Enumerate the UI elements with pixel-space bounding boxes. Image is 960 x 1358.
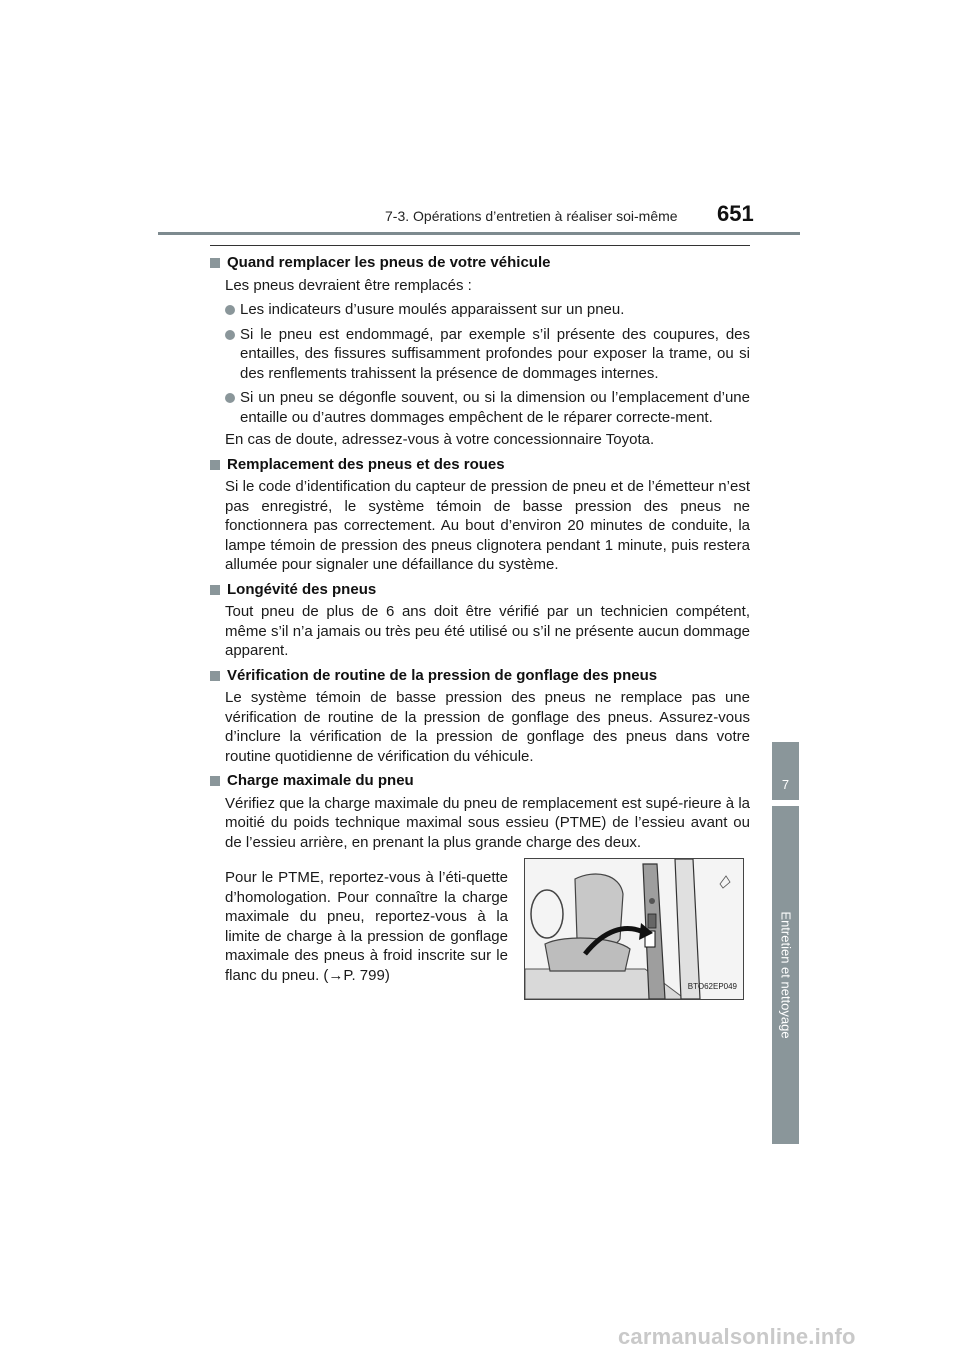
main-content: [210, 253, 750, 1006]
paragraph: Si le code d’identification du capteur de pression de pneu et de l’émetteur n’est pas enregistré, le système témoin de basse pression des pneus ne fonctionnera pas correctement. Au bout d’environ 20 minutes de conduite, la lampe témoin de pression des pneus clignotera pendant 1 minute, puis restera allumée pour signaler une défaillance du système.: [225, 478, 750, 573]
text-with-figure: [210, 858, 750, 1006]
bullet-text: Les indicateurs d’usure moulés apparaissent sur un pneu.: [240, 301, 625, 318]
paragraph: Pour le PTME, reportez-vous à l’éti-quette d’homologation. Pour connaître la charge maximale du pneu, reportez-vous à la limite de charge à la pression de gonflage maximale des pneus à froid inscrite sur le flanc du pneu. (→P. 799): [225, 869, 508, 984]
section-heading: [210, 771, 750, 791]
square-bullet-icon: [210, 585, 220, 595]
chapter-number-tab: [772, 742, 799, 800]
bullet-item: [210, 325, 750, 384]
paragraph: Tout pneu de plus de 6 ans doit être vérifié par un technicien compétent, même s’il n’a jamais ou très peu été utilisé ou s’il ne présente aucun dommage apparent.: [225, 603, 750, 659]
paragraph: Vérifiez que la charge maximale du pneu de remplacement est supé-rieure à la moitié du poids technique maximal sous essieu (PTME) de l’essieu avant ou de l’essieu arrière, en prenant la plus grande charge des deux.: [225, 794, 750, 851]
paragraph: En cas de doute, adressez-vous à votre concessionnaire Toyota.: [225, 431, 655, 448]
paragraph: Le système témoin de basse pression des pneus ne remplace pas une vérification de routine de la pression de gonflage des pneus. Assurez-vous d’inclure la vérification de la pression de gonflage des pneus dans votre routine quotidienne de vérification du véhicule.: [225, 689, 750, 765]
round-bullet-icon: [225, 330, 235, 340]
square-bullet-icon: [210, 258, 220, 268]
section-heading: [210, 253, 750, 273]
chapter-title-tab: [772, 806, 799, 1144]
door-label-illustration: [524, 858, 744, 1000]
heading-text: Longévité des pneus: [227, 580, 377, 598]
chapter-title: Entretien et nettoyage: [778, 911, 793, 1039]
round-bullet-icon: [225, 305, 235, 315]
chapter-number: 7: [781, 777, 790, 792]
square-bullet-icon: [210, 460, 220, 470]
square-bullet-icon: [210, 671, 220, 681]
bullet-item: [210, 300, 750, 320]
bullet-text: Si un pneu se dégonfle souvent, ou si la dimension ou l’emplacement d’une entaille ou d’autres dommages empêchent de le réparer correcte-ment.: [240, 389, 750, 426]
section-heading: [210, 580, 750, 600]
content-divider: [210, 245, 750, 246]
round-bullet-icon: [225, 393, 235, 403]
header-divider: [158, 232, 800, 235]
page-number: 651: [717, 201, 754, 226]
heading-text: Remplacement des pneus et des roues: [227, 455, 505, 473]
square-bullet-icon: [210, 776, 220, 786]
watermark: carmanualsonline.info: [618, 1324, 856, 1349]
running-header-section: 7-3. Opérations d’entretien à réaliser soi-même: [385, 208, 678, 224]
bullet-text: Si le pneu est endommagé, par exemple s’il présente des coupures, des entailles, des fissures suffisamment profondes pour exposer la trame, ou si des renflements trahissent la présence de dommages internes.: [240, 325, 750, 382]
section-heading: [210, 666, 750, 686]
paragraph: Les pneus devraient être remplacés :: [225, 276, 472, 294]
section-heading: [210, 455, 750, 475]
heading-text: Quand remplacer les pneus de votre véhicule: [227, 254, 551, 271]
figure-code: BTO62EP049: [687, 981, 737, 991]
heading-text: Charge maximale du pneu: [227, 772, 414, 789]
heading-text: Vérification de routine de la pression de gonflage des pneus: [227, 666, 658, 684]
bullet-item: [210, 388, 750, 427]
